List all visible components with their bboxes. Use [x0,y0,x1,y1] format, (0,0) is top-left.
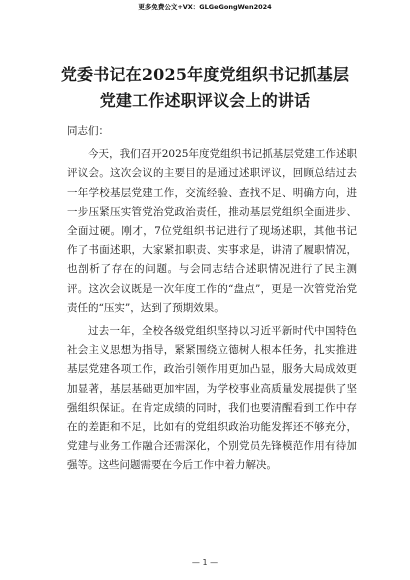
title-line-1: 党委书记在2025年度党组织书记抓基层 [60,65,350,84]
document-body [67,122,357,480]
paragraph-1: 今天，我们召开2025年度党组织书记抓基层党建工作述职评议会。这次会议的主要目的是通过述职评议，回顾总结过去一年学校基层党建工作，交流经验、查找不足、明确方向，进一步压紧压实管党治党政治责任，推动基层党组织全面进步、全面过硬。刚才，7位党组织书记进行了现场述职，其他书记作了书面述职，大家紧扣职责、实事求是，讲清了履职情况，也剖析了存在的问题。与会同志结合述职情况进行了民主测评。这次会议既是一次年度工作的“盘点”，更是一次管党治党责任的“压实”，达到了预期效果。 [67,148,357,314]
title-line-2: 党建工作述职评议会上的讲话 [99,91,311,110]
paragraph-2: 过去一年，全校各级党组织坚持以习近平新时代中国特色社会主义思想为指导，紧紧围绕立德树人根本任务，扎实推进基层党建各项工作，政治引领作用更加凸显，服务大局成效更加显著，基层基础更加牢固，为学校事业高质量发展提供了坚强组织保证。在肯定成绩的同时，我们也要清醒看到工作中存在的差距和不足，比如有的党组织政治功能发挥还不够充分，党建与业务工作融合还需深化，个别党员先锋模范作用有待加强等。这些问题需要在今后工作中着力解决。 [67,325,357,472]
salutation: 同志们： [67,125,109,137]
watermark-header: 更多免费公文+VX：GLGeGongWen2024 [138,3,272,11]
document-title [0,62,410,114]
page-number: — 1 — [191,558,219,567]
